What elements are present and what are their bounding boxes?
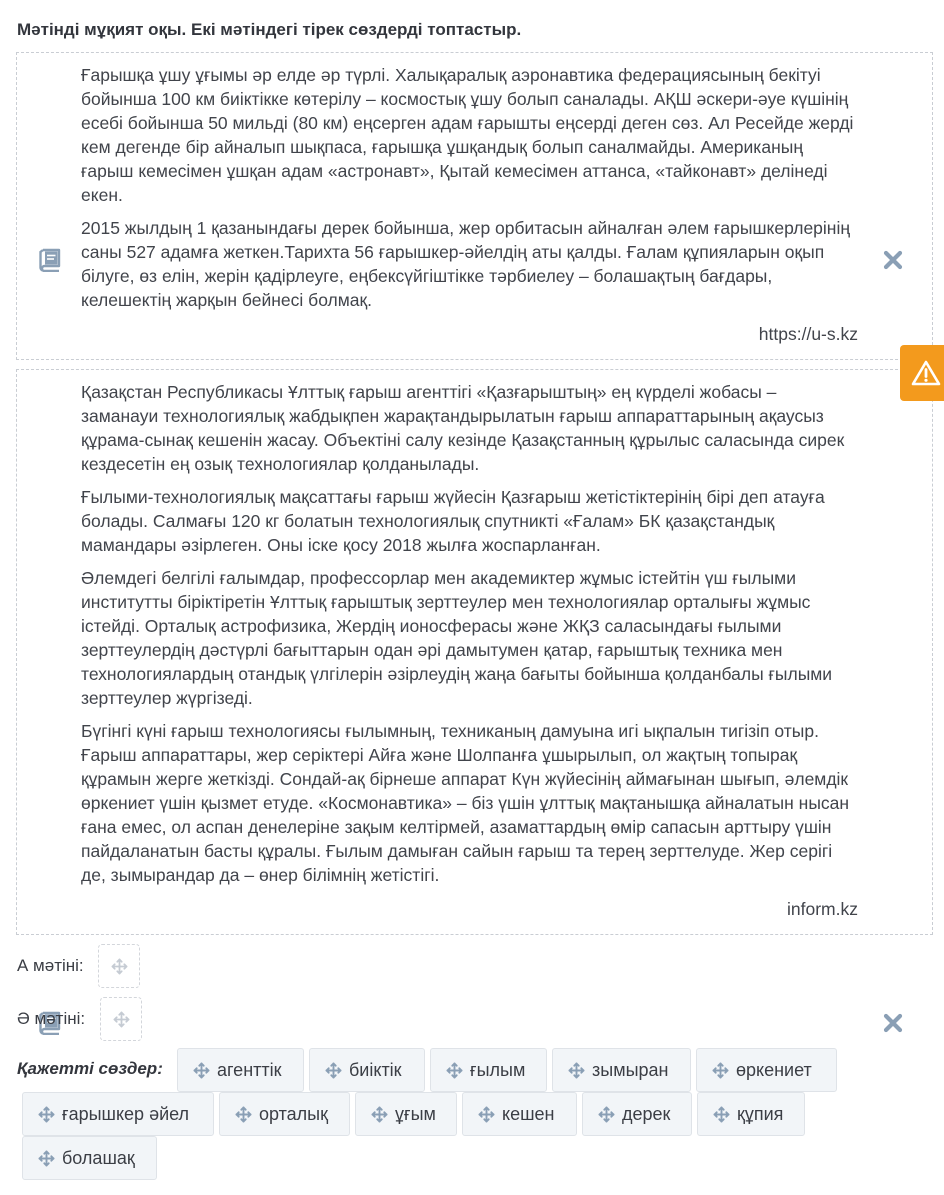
drop-zone-b[interactable]	[100, 997, 142, 1041]
paragraph: 2015 жылдың 1 қазанындағы дерек бойынша, жер орбитасын айналған әлем ғарышкерлерінің саны 527 адамға жеткен.Тарихта 56 ғарышкер-әйелдің аты қалды. Ғалам құпияларын оқып білуге, өз елін, жерін қадірлеуге, еңбексүйгіштікке тәрбиелеу – болашақтың бағдары, келешектің жарқын бейнесі болмақ.	[81, 218, 851, 310]
word-chip[interactable]	[582, 1092, 692, 1136]
move-icon	[325, 1062, 342, 1079]
move-icon	[371, 1106, 388, 1123]
word-chip[interactable]	[309, 1048, 425, 1092]
word-chip[interactable]	[355, 1092, 457, 1136]
word-chip[interactable]	[22, 1136, 157, 1180]
move-icon	[568, 1062, 585, 1079]
instruction-title: Мәтінді мұқият оқы. Екі мәтіндегі тірек сөздерді топтастыр.	[17, 20, 522, 39]
move-icon	[38, 1150, 55, 1167]
word-chip[interactable]	[696, 1048, 837, 1092]
close-icon[interactable]	[881, 1011, 905, 1035]
word-chip[interactable]	[552, 1048, 691, 1092]
move-icon	[113, 1011, 130, 1028]
word-chip[interactable]	[22, 1092, 214, 1136]
paragraph: Ғылыми-технологиялық мақсаттағы ғарыш жүйесін Қазғарыш жетістіктерінің бірі деп атауға болады. Салмағы 120 кг болатын технологиялық спутникті «Ғалам» БК қазақстандық мамандары әзірлеген. Оны іске қосу 2018 жылға жоспарланған.	[81, 487, 825, 555]
word-bank-label: Қажетті сөздер:	[17, 1059, 163, 1078]
move-icon	[598, 1106, 615, 1123]
source-link: https://u-s.kz	[758, 324, 858, 344]
word-chip-label: ұғым	[395, 1104, 436, 1124]
book-icon	[37, 248, 63, 272]
word-chip-label: орталық	[259, 1104, 328, 1124]
word-chip-label: ғылым	[470, 1060, 526, 1080]
move-icon	[713, 1106, 730, 1123]
word-chip[interactable]	[219, 1092, 350, 1136]
move-icon	[38, 1106, 55, 1123]
paragraph: Бүгінгі күні ғарыш технологиясы ғылымның, техниканың дамуына игі ықпалын тигізіп отыр. Ғарыш аппараттары, жер серіктері Айға және Шолпанға ұшырылып, ол жақтың топырақ құрамын жерге жеткізді. Сондай-ақ бірнеше аппарат Күн жүйесінің аймағынан шығып, әлемдік өркениет үшін қызмет етуде. «Космонавтика» – біз үшін ұлттық мақтанышқа айналатын нысан ғана емес, ол аспан денелеріне зақым келтірмей, азаматтардың өмір сапасын арттыру үшін пайдаланатын басты құралы. Ғылым дамыған сайын ғарыш та терең зерттелуде. Жер серігі де, зымырандар да – өнер білімнің жетістігі.	[81, 721, 850, 885]
drop-zone-a[interactable]	[98, 944, 140, 988]
move-icon	[478, 1106, 495, 1123]
text-card-a-body	[81, 63, 858, 321]
word-chip-label: дерек	[622, 1104, 671, 1124]
move-icon	[446, 1062, 463, 1079]
answer-label-b: Ә мәтіні:	[17, 1009, 86, 1028]
paragraph: Әлемдегі белгілі ғалымдар, профессорлар мен академиктер жұмыс істейтін үш ғылыми институтты біріктіретін Ұлттық ғарыштық зерттеулер мен технологиялар орталығы жұмыс істейді. Орталық астрофизика, Жердің ионосферасы және ЖҚЗ саласындағы ғылыми зерттеулердің дәстүрлі бағыттарын одан әрі дамытумен қатар, ғарыштық техника мен технологиялардың отандық үлгілерін әзірлеудің жаңа бағыты бойынша қолданбалы ғылыми зерттеулер жүргізеді.	[81, 568, 833, 708]
move-icon	[193, 1062, 210, 1079]
report-problem-button[interactable]	[900, 345, 944, 401]
text-card-b-body	[81, 380, 858, 896]
word-chip-label: зымыран	[592, 1060, 669, 1080]
word-chip-label: биіктік	[349, 1060, 402, 1080]
paragraph: Қазақстан Республикасы Ұлттық ғарыш агенттігі «Қазғарыштың» ең күрделі жобасы – заманауи технологиялық жабдықпен жарақтандырылатын ғарыш аппараттарының ақаусыз құрама-сынақ кешенін жасау. Объектіні салу кезінде Қазақстанның құрылыс саласында сирек кездесетін ең озық технологиялар қолданылады.	[81, 382, 845, 474]
move-icon	[111, 958, 128, 975]
word-chip-label: құпия	[737, 1104, 784, 1124]
word-chip-label: агенттік	[217, 1060, 282, 1080]
close-icon[interactable]	[881, 248, 905, 272]
word-chip-label: кешен	[502, 1104, 555, 1124]
answer-label-a: А мәтіні:	[17, 956, 84, 975]
move-icon	[712, 1062, 729, 1079]
paragraph: Ғарышқа ұшу ұғымы әр елде әр түрлі. Халықаралық аэронавтика федерациясының бекітуі бойынша 100 км биіктікке көтерілу – космостық ұшу болып саналады. АҚШ әскери-әуе күшінің есебі бойынша 50 мильді (80 км) еңсерген адам ғарышты еңсерді деген сөз. Ал Ресейде жерді кем дегенде бір айналып шықпаса, ғарышқа ұшқандық болып саналмайды. Американың ғарыш кемесімен ұшқан адам «астронавт», Қытай кемесімен аттанса, «тайконавт» делінеді екен.	[81, 65, 854, 205]
word-chip[interactable]	[697, 1092, 805, 1136]
source-link: inform.kz	[787, 899, 858, 919]
move-icon	[235, 1106, 252, 1123]
word-chip-label: болашақ	[62, 1148, 135, 1168]
text-card-a	[16, 52, 933, 360]
word-chip[interactable]	[430, 1048, 547, 1092]
word-chip-label: өркениет	[736, 1060, 812, 1080]
word-chip[interactable]	[177, 1048, 304, 1092]
text-card-b	[16, 369, 933, 935]
word-chip[interactable]	[462, 1092, 577, 1136]
word-chip-label: ғарышкер әйел	[62, 1104, 190, 1124]
